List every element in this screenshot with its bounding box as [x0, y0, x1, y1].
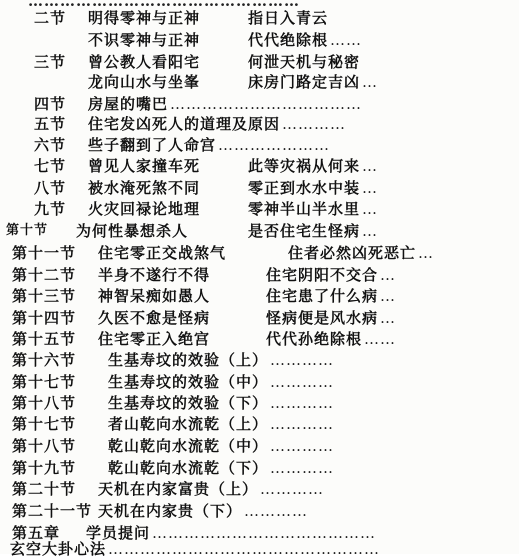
- toc-dot-leader: …: [362, 222, 378, 240]
- toc-dot-leader: ……………………………………: [152, 524, 376, 542]
- header-fragment: ……………………………………………: [28, 0, 300, 10]
- toc-dot-leader: …: [380, 309, 396, 327]
- toc-entry: [0, 243, 519, 263]
- toc-dot-leader: …………: [260, 480, 324, 498]
- toc-title: 乾山乾向水流乾（下）: [108, 459, 269, 477]
- toc-title: 天机在内家富贵（上）: [98, 480, 259, 498]
- toc-title: 明得零神与正神: [88, 9, 201, 27]
- toc-entry: [0, 479, 519, 499]
- toc-title: 为何性暴想杀人: [76, 222, 189, 240]
- toc-title: 住宅发凶死人的道理及原因: [88, 115, 281, 133]
- toc-entry: [0, 221, 519, 241]
- toc-dot-leader: ……: [364, 330, 396, 348]
- toc-section-number: 四节: [34, 95, 67, 113]
- toc-entry: [0, 414, 519, 434]
- toc-dot-leader: …………: [270, 415, 334, 433]
- toc-entry: [0, 436, 519, 456]
- toc-section-number: 第十二节: [12, 266, 77, 284]
- toc-entry: [0, 350, 519, 370]
- toc-section-number: 第十七节: [12, 373, 77, 391]
- toc-dot-leader: ………………………………: [170, 95, 362, 113]
- toc-section-number: 第十九节: [12, 459, 77, 477]
- toc-entry: [0, 94, 519, 114]
- toc-title: 房屋的嘴巴: [88, 95, 169, 113]
- toc-dot-leader: …: [380, 266, 396, 284]
- toc-section-number: 第十一节: [12, 244, 77, 262]
- toc-title: 者山乾向水流乾（上）: [108, 415, 269, 433]
- toc-dot-leader: ……………………………………………: [108, 540, 380, 558]
- toc-entry: [0, 329, 519, 349]
- toc-entry: [0, 199, 519, 219]
- toc-title: 住宅零正入绝宫: [98, 330, 211, 348]
- toc-title: 久医不愈是怪病: [98, 309, 211, 327]
- toc-section-number: 七节: [34, 157, 67, 175]
- toc-section-number: 第十四节: [12, 309, 77, 327]
- toc-entry: [0, 265, 519, 285]
- toc-dot-leader: …………: [270, 437, 334, 455]
- toc-section-number: 五节: [34, 115, 67, 133]
- toc-title: 学员提问: [86, 524, 151, 542]
- toc-title-continuation: 代代孙绝除根: [266, 330, 363, 348]
- toc-dot-leader: …………: [282, 115, 346, 133]
- toc-section-number: 第十节: [6, 223, 49, 238]
- toc-title-continuation: 床房门路定吉凶: [248, 73, 361, 91]
- toc-entry: [0, 458, 519, 478]
- toc-section-number: 第二十节: [12, 480, 77, 498]
- toc-section-number: 第二十一节: [12, 502, 93, 520]
- cropped-header-line: [0, 0, 519, 10]
- toc-dot-leader: …: [362, 200, 378, 218]
- toc-dot-leader: …………………: [218, 136, 330, 154]
- toc-title: 天机在内家贵（下）: [98, 502, 243, 520]
- toc-section-number: 第十八节: [12, 437, 77, 455]
- toc-dot-leader: …: [418, 244, 434, 262]
- toc-section-number: 二节: [34, 9, 67, 27]
- toc-section-number: 第十七节: [12, 415, 77, 433]
- toc-title: 不识零神与正神: [88, 31, 201, 49]
- toc-title-continuation: 代代绝除根: [248, 31, 329, 49]
- toc-entry: [0, 30, 519, 50]
- toc-dot-leader: …: [362, 157, 378, 175]
- toc-dot-leader: …: [362, 73, 378, 91]
- toc-dot-leader: …………: [270, 459, 334, 477]
- toc-section-number: 第十三节: [12, 287, 77, 305]
- toc-section-number: 第五章: [12, 524, 61, 542]
- toc-title-continuation: 何泄天机与秘密: [248, 53, 361, 71]
- toc-section-number: 三节: [34, 53, 67, 71]
- toc-dot-leader: …: [380, 287, 396, 305]
- toc-title-continuation: 住者必然凶死恶亡: [288, 244, 417, 262]
- toc-title-continuation: 指日入青云: [248, 9, 329, 27]
- toc-entry: [0, 8, 519, 28]
- toc-title: 生基寿坟的效验（上）: [108, 351, 269, 369]
- toc-entry: [0, 539, 519, 559]
- toc-section-number: 第十六节: [12, 351, 77, 369]
- toc-entry: [0, 156, 519, 176]
- toc-entry: [0, 72, 519, 92]
- toc-section-number: 八节: [34, 179, 67, 197]
- toc-entry: [0, 135, 519, 155]
- toc-section-number: 第十八节: [12, 394, 77, 412]
- toc-title: 住宅零正交战煞气: [98, 244, 227, 262]
- toc-entry: [0, 501, 519, 521]
- toc-title-continuation: 怪病便是风水病: [266, 309, 379, 327]
- toc-dot-leader: …………: [270, 351, 334, 369]
- toc-section-number: 九节: [34, 200, 67, 218]
- toc-title-continuation: 住宅阴阳不交合: [266, 266, 379, 284]
- toc-dot-leader: …………: [270, 373, 334, 391]
- toc-title: 生基寿坟的效验（下）: [108, 394, 269, 412]
- toc-title: 被水淹死煞不同: [88, 179, 201, 197]
- toc-title-continuation: 零正到水水中装: [248, 179, 361, 197]
- toc-entry: [0, 393, 519, 413]
- toc-title: 曾见人家撞车死: [88, 157, 201, 175]
- toc-title: 玄空大卦心法: [10, 540, 107, 558]
- toc-title-continuation: 此等灾祸从何来: [248, 157, 361, 175]
- toc-entry: [0, 308, 519, 328]
- toc-dot-leader: ……: [330, 31, 362, 49]
- toc-entry: [0, 178, 519, 198]
- toc-title: 生基寿坟的效验（中）: [108, 373, 269, 391]
- toc-title: 神智呆痴如愚人: [98, 287, 211, 305]
- toc-dot-leader: …………: [270, 394, 334, 412]
- toc-section-number: 第十五节: [12, 330, 77, 348]
- toc-title: 曾公教人看阳宅: [88, 53, 201, 71]
- toc-title: 龙向山水与坐峯: [88, 73, 201, 91]
- toc-title: 些子翻到了人命宫: [88, 136, 217, 154]
- toc-title: 半身不遂行不得: [98, 266, 211, 284]
- toc-entry: [0, 52, 519, 72]
- toc-entry: [0, 372, 519, 392]
- toc-title-continuation: 是否住宅生怪病: [248, 222, 361, 240]
- toc-section-number: 六节: [34, 136, 67, 154]
- toc-dot-leader: …: [362, 179, 378, 197]
- toc-title-continuation: 住宅患了什么病: [266, 287, 379, 305]
- toc-entry: [0, 114, 519, 134]
- toc-title: 乾山乾向水流乾（中）: [108, 437, 269, 455]
- toc-entry: [0, 286, 519, 306]
- toc-title-continuation: 零神半山半水里: [248, 200, 361, 218]
- toc-title: 火灾回禄论地理: [88, 200, 201, 218]
- toc-dot-leader: …………: [244, 502, 308, 520]
